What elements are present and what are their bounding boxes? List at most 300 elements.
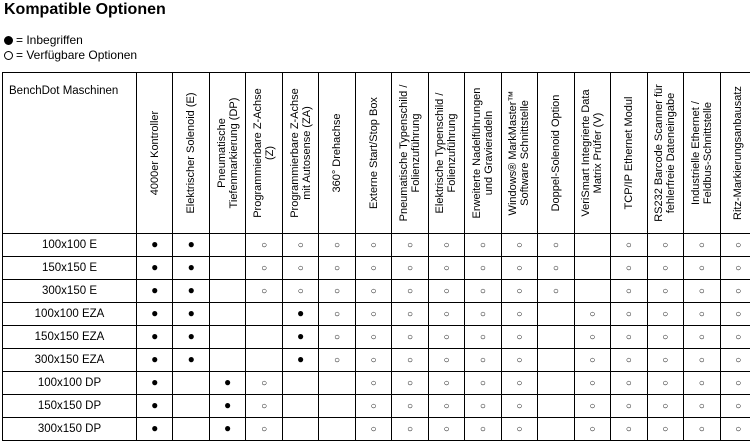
column-header: [173, 73, 209, 234]
included-dot-icon: ●: [188, 331, 195, 341]
option-cell: [355, 418, 391, 441]
model-name: 150x150 DP: [3, 395, 137, 418]
table-header-row: [3, 73, 750, 234]
option-cell: [319, 395, 355, 418]
table-row: [3, 257, 750, 280]
option-cell: [647, 280, 683, 303]
available-circle-icon: ○: [371, 310, 377, 320]
option-cell: [720, 395, 750, 418]
available-circle-icon: ○: [371, 379, 377, 389]
option-cell: [720, 280, 750, 303]
available-circle-icon: ○: [443, 241, 449, 251]
included-dot-icon: ●: [151, 308, 158, 318]
included-dot-icon: ●: [151, 262, 158, 272]
available-circle-icon: ○: [334, 264, 340, 274]
available-circle-icon: ○: [626, 356, 632, 366]
column-header: [574, 73, 610, 234]
option-cell: [428, 257, 464, 280]
available-circle-icon: ○: [699, 356, 705, 366]
column-header: [246, 73, 282, 234]
option-cell: [173, 395, 209, 418]
option-cell: [465, 280, 501, 303]
available-circle-icon: ○: [699, 379, 705, 389]
option-cell: [465, 418, 501, 441]
available-circle-icon: ○: [626, 287, 632, 297]
model-name: 150x150 EZA: [3, 326, 137, 349]
available-circle-icon: ○: [334, 310, 340, 320]
available-circle-icon: ○: [735, 310, 741, 320]
option-cell: [501, 280, 537, 303]
legend-included-label: = Inbegriffen: [16, 33, 83, 47]
available-circle-icon: ○: [553, 241, 559, 251]
option-cell: [137, 326, 173, 349]
included-dot-icon: ●: [224, 377, 231, 387]
available-circle-icon: ○: [589, 425, 595, 435]
option-cell: [137, 395, 173, 418]
available-circle-icon: ○: [407, 425, 413, 435]
column-header-label: Doppel-Solenoid Option: [550, 83, 562, 223]
available-circle-icon: ○: [662, 402, 668, 412]
option-cell: [246, 395, 282, 418]
available-circle-icon: ○: [626, 402, 632, 412]
column-header: [611, 73, 647, 234]
corner-label: BenchDot Maschinen: [3, 73, 137, 234]
column-header: [501, 73, 537, 234]
option-cell: [319, 280, 355, 303]
available-circle-icon: ○: [626, 241, 632, 251]
model-name: 300x150 DP: [3, 418, 137, 441]
available-circle-icon: ○: [443, 287, 449, 297]
option-cell: [355, 257, 391, 280]
available-circle-icon: ○: [443, 379, 449, 389]
option-cell: [137, 234, 173, 257]
option-cell: [684, 234, 720, 257]
available-circle-icon: ○: [735, 425, 741, 435]
column-header-label: RS232 Barcode Scanner für fehlerfreie Dateneingabe: [653, 83, 677, 223]
option-cell: [538, 303, 574, 326]
available-circle-icon: ○: [480, 241, 486, 251]
available-circle-icon: ○: [516, 356, 522, 366]
available-circle-icon: ○: [443, 402, 449, 412]
option-cell: [246, 303, 282, 326]
option-cell: [574, 372, 610, 395]
option-cell: [647, 418, 683, 441]
available-circle-icon: ○: [735, 356, 741, 366]
option-cell: [355, 372, 391, 395]
available-circle-icon: ○: [516, 287, 522, 297]
option-cell: [684, 257, 720, 280]
option-cell: [465, 372, 501, 395]
available-circle-icon: ○: [407, 379, 413, 389]
option-cell: [465, 257, 501, 280]
option-cell: [282, 234, 318, 257]
option-cell: [611, 280, 647, 303]
column-header: [428, 73, 464, 234]
table-row: [3, 280, 750, 303]
option-cell: [355, 326, 391, 349]
legend-available-label: = Verfügbare Optionen: [16, 48, 137, 62]
option-cell: [647, 326, 683, 349]
option-cell: [392, 234, 428, 257]
filled-dot-icon: [4, 36, 13, 45]
option-cell: [392, 418, 428, 441]
included-dot-icon: ●: [151, 377, 158, 387]
available-circle-icon: ○: [407, 264, 413, 274]
available-circle-icon: ○: [261, 402, 267, 412]
available-circle-icon: ○: [516, 333, 522, 343]
included-dot-icon: ●: [188, 239, 195, 249]
available-circle-icon: ○: [334, 241, 340, 251]
option-cell: [720, 349, 750, 372]
option-cell: [209, 280, 245, 303]
option-cell: [611, 395, 647, 418]
option-cell: [574, 280, 610, 303]
available-circle-icon: ○: [261, 264, 267, 274]
available-circle-icon: ○: [662, 356, 668, 366]
column-header-label: VeriSmart Integrierte Data Matrix Prüfer (V): [580, 83, 604, 223]
option-cell: [501, 349, 537, 372]
available-circle-icon: ○: [699, 310, 705, 320]
included-dot-icon: ●: [151, 285, 158, 295]
option-cell: [611, 234, 647, 257]
option-cell: [246, 349, 282, 372]
option-cell: [720, 326, 750, 349]
option-cell: [246, 418, 282, 441]
option-cell: [465, 395, 501, 418]
option-cell: [282, 303, 318, 326]
option-cell: [246, 280, 282, 303]
model-name: 300x150 EZA: [3, 349, 137, 372]
option-cell: [574, 257, 610, 280]
option-cell: [684, 349, 720, 372]
table-row: [3, 349, 750, 372]
option-cell: [282, 326, 318, 349]
option-cell: [209, 326, 245, 349]
option-cell: [684, 395, 720, 418]
option-cell: [282, 418, 318, 441]
available-circle-icon: ○: [699, 333, 705, 343]
option-cell: [611, 418, 647, 441]
available-circle-icon: ○: [699, 264, 705, 274]
available-circle-icon: ○: [626, 425, 632, 435]
option-cell: [720, 303, 750, 326]
option-cell: [538, 326, 574, 349]
option-cell: [392, 395, 428, 418]
option-cell: [501, 395, 537, 418]
table-row: [3, 418, 750, 441]
option-cell: [282, 257, 318, 280]
compatibility-table: [2, 72, 750, 441]
available-circle-icon: ○: [516, 402, 522, 412]
option-cell: [574, 349, 610, 372]
option-cell: [246, 326, 282, 349]
option-cell: [501, 326, 537, 349]
available-circle-icon: ○: [699, 287, 705, 297]
option-cell: [319, 303, 355, 326]
available-circle-icon: ○: [334, 287, 340, 297]
option-cell: [428, 326, 464, 349]
option-cell: [538, 418, 574, 441]
option-cell: [538, 372, 574, 395]
available-circle-icon: ○: [443, 333, 449, 343]
model-name: 150x150 E: [3, 257, 137, 280]
option-cell: [501, 303, 537, 326]
available-circle-icon: ○: [443, 310, 449, 320]
available-circle-icon: ○: [407, 241, 413, 251]
option-cell: [428, 349, 464, 372]
model-name: 100x100 E: [3, 234, 137, 257]
option-cell: [355, 349, 391, 372]
available-circle-icon: ○: [553, 264, 559, 274]
option-cell: [209, 257, 245, 280]
available-circle-icon: ○: [662, 425, 668, 435]
available-circle-icon: ○: [480, 287, 486, 297]
option-cell: [137, 257, 173, 280]
available-circle-icon: ○: [662, 241, 668, 251]
table-row: [3, 372, 750, 395]
included-dot-icon: ●: [151, 400, 158, 410]
available-circle-icon: ○: [735, 402, 741, 412]
available-circle-icon: ○: [699, 241, 705, 251]
available-circle-icon: ○: [553, 287, 559, 297]
included-dot-icon: ●: [224, 423, 231, 433]
option-cell: [647, 349, 683, 372]
available-circle-icon: ○: [407, 287, 413, 297]
option-cell: [282, 372, 318, 395]
option-cell: [392, 280, 428, 303]
column-header-label: Elektrischer Solenoid (E): [185, 83, 197, 223]
available-circle-icon: ○: [626, 264, 632, 274]
included-dot-icon: ●: [151, 331, 158, 341]
option-cell: [173, 372, 209, 395]
available-circle-icon: ○: [334, 356, 340, 366]
option-cell: [684, 326, 720, 349]
available-circle-icon: ○: [589, 310, 595, 320]
option-cell: [392, 303, 428, 326]
option-cell: [684, 418, 720, 441]
included-dot-icon: ●: [297, 308, 304, 318]
included-dot-icon: ●: [224, 400, 231, 410]
available-circle-icon: ○: [699, 402, 705, 412]
option-cell: [428, 418, 464, 441]
column-header: [465, 73, 501, 234]
option-cell: [501, 257, 537, 280]
available-circle-icon: ○: [371, 287, 377, 297]
option-cell: [282, 395, 318, 418]
available-circle-icon: ○: [371, 241, 377, 251]
available-circle-icon: ○: [407, 333, 413, 343]
table-row: [3, 234, 750, 257]
available-circle-icon: ○: [589, 402, 595, 412]
available-circle-icon: ○: [480, 379, 486, 389]
column-header: [647, 73, 683, 234]
available-circle-icon: ○: [662, 333, 668, 343]
available-circle-icon: ○: [735, 379, 741, 389]
table-body: [3, 234, 750, 441]
column-header: [209, 73, 245, 234]
option-cell: [246, 257, 282, 280]
hollow-circle-icon: [4, 51, 13, 60]
option-cell: [501, 418, 537, 441]
option-cell: [319, 257, 355, 280]
option-cell: [173, 326, 209, 349]
option-cell: [647, 303, 683, 326]
available-circle-icon: ○: [480, 425, 486, 435]
column-header-label: Programmierbare Z-Achse (Z): [252, 83, 276, 223]
option-cell: [428, 280, 464, 303]
option-cell: [209, 395, 245, 418]
available-circle-icon: ○: [371, 356, 377, 366]
available-circle-icon: ○: [298, 287, 304, 297]
option-cell: [720, 372, 750, 395]
option-cell: [319, 418, 355, 441]
column-header-label: Externe Start/Stop Box: [368, 83, 380, 223]
available-circle-icon: ○: [662, 287, 668, 297]
option-cell: [319, 326, 355, 349]
available-circle-icon: ○: [662, 379, 668, 389]
option-cell: [355, 395, 391, 418]
available-circle-icon: ○: [407, 356, 413, 366]
option-cell: [392, 257, 428, 280]
option-cell: [428, 234, 464, 257]
available-circle-icon: ○: [626, 310, 632, 320]
option-cell: [611, 303, 647, 326]
option-cell: [501, 234, 537, 257]
available-circle-icon: ○: [480, 310, 486, 320]
option-cell: [173, 418, 209, 441]
option-cell: [574, 303, 610, 326]
option-cell: [173, 280, 209, 303]
available-circle-icon: ○: [443, 264, 449, 274]
option-cell: [720, 418, 750, 441]
included-dot-icon: ●: [188, 354, 195, 364]
available-circle-icon: ○: [371, 264, 377, 274]
option-cell: [465, 303, 501, 326]
option-cell: [137, 372, 173, 395]
option-cell: [574, 395, 610, 418]
model-name: 300x150 E: [3, 280, 137, 303]
option-cell: [611, 257, 647, 280]
legend: [4, 33, 137, 63]
option-cell: [647, 234, 683, 257]
option-cell: [684, 303, 720, 326]
option-cell: [684, 280, 720, 303]
option-cell: [209, 349, 245, 372]
available-circle-icon: ○: [443, 425, 449, 435]
option-cell: [428, 303, 464, 326]
option-cell: [720, 257, 750, 280]
available-circle-icon: ○: [662, 264, 668, 274]
available-circle-icon: ○: [589, 333, 595, 343]
available-circle-icon: ○: [516, 241, 522, 251]
option-cell: [684, 372, 720, 395]
available-circle-icon: ○: [443, 356, 449, 366]
included-dot-icon: ●: [188, 262, 195, 272]
column-header-label: Ritz-Markierungsanbausatz: [732, 83, 744, 223]
available-circle-icon: ○: [298, 241, 304, 251]
option-cell: [137, 280, 173, 303]
column-header: [319, 73, 355, 234]
option-cell: [392, 349, 428, 372]
available-circle-icon: ○: [589, 356, 595, 366]
available-circle-icon: ○: [480, 333, 486, 343]
available-circle-icon: ○: [626, 379, 632, 389]
option-cell: [428, 395, 464, 418]
option-cell: [538, 349, 574, 372]
table-row: [3, 303, 750, 326]
column-header-label: Industrielle Ethernet / Feldbus-Schnittstelle: [690, 83, 714, 223]
option-cell: [465, 326, 501, 349]
option-cell: [647, 372, 683, 395]
available-circle-icon: ○: [662, 310, 668, 320]
table-row: [3, 395, 750, 418]
column-header-label: Erweiterte Nadelführungen und Gravieradeln: [471, 83, 495, 223]
included-dot-icon: ●: [188, 308, 195, 318]
included-dot-icon: ●: [297, 354, 304, 364]
option-cell: [611, 326, 647, 349]
option-cell: [355, 234, 391, 257]
column-header-label: Windows® MarkMaster™ Software Schnittstelle: [507, 83, 531, 223]
option-cell: [137, 418, 173, 441]
option-cell: [209, 303, 245, 326]
option-cell: [173, 234, 209, 257]
available-circle-icon: ○: [516, 425, 522, 435]
column-header-label: Pneumatische Tiefenmarkierung (DP): [216, 83, 240, 223]
model-name: 100x100 DP: [3, 372, 137, 395]
available-circle-icon: ○: [699, 425, 705, 435]
available-circle-icon: ○: [516, 310, 522, 320]
available-circle-icon: ○: [589, 379, 595, 389]
included-dot-icon: ●: [151, 354, 158, 364]
option-cell: [538, 234, 574, 257]
option-cell: [538, 257, 574, 280]
option-cell: [611, 372, 647, 395]
available-circle-icon: ○: [407, 310, 413, 320]
included-dot-icon: ●: [151, 239, 158, 249]
available-circle-icon: ○: [298, 264, 304, 274]
option-cell: [355, 280, 391, 303]
option-cell: [209, 372, 245, 395]
option-cell: [137, 303, 173, 326]
option-cell: [538, 280, 574, 303]
model-name: 100x100 EZA: [3, 303, 137, 326]
available-circle-icon: ○: [480, 356, 486, 366]
option-cell: [647, 395, 683, 418]
option-cell: [282, 349, 318, 372]
available-circle-icon: ○: [261, 241, 267, 251]
option-cell: [574, 234, 610, 257]
column-header: [720, 73, 750, 234]
option-cell: [319, 349, 355, 372]
option-cell: [538, 395, 574, 418]
option-cell: [173, 257, 209, 280]
option-cell: [720, 234, 750, 257]
available-circle-icon: ○: [735, 333, 741, 343]
column-header-label: TCP/IP Ethernet Modul: [623, 83, 635, 223]
available-circle-icon: ○: [334, 333, 340, 343]
included-dot-icon: ●: [188, 285, 195, 295]
option-cell: [465, 349, 501, 372]
option-cell: [137, 349, 173, 372]
option-cell: [428, 372, 464, 395]
option-cell: [574, 418, 610, 441]
option-cell: [392, 372, 428, 395]
available-circle-icon: ○: [261, 425, 267, 435]
option-cell: [465, 234, 501, 257]
option-cell: [647, 257, 683, 280]
option-cell: [209, 418, 245, 441]
option-cell: [355, 303, 391, 326]
